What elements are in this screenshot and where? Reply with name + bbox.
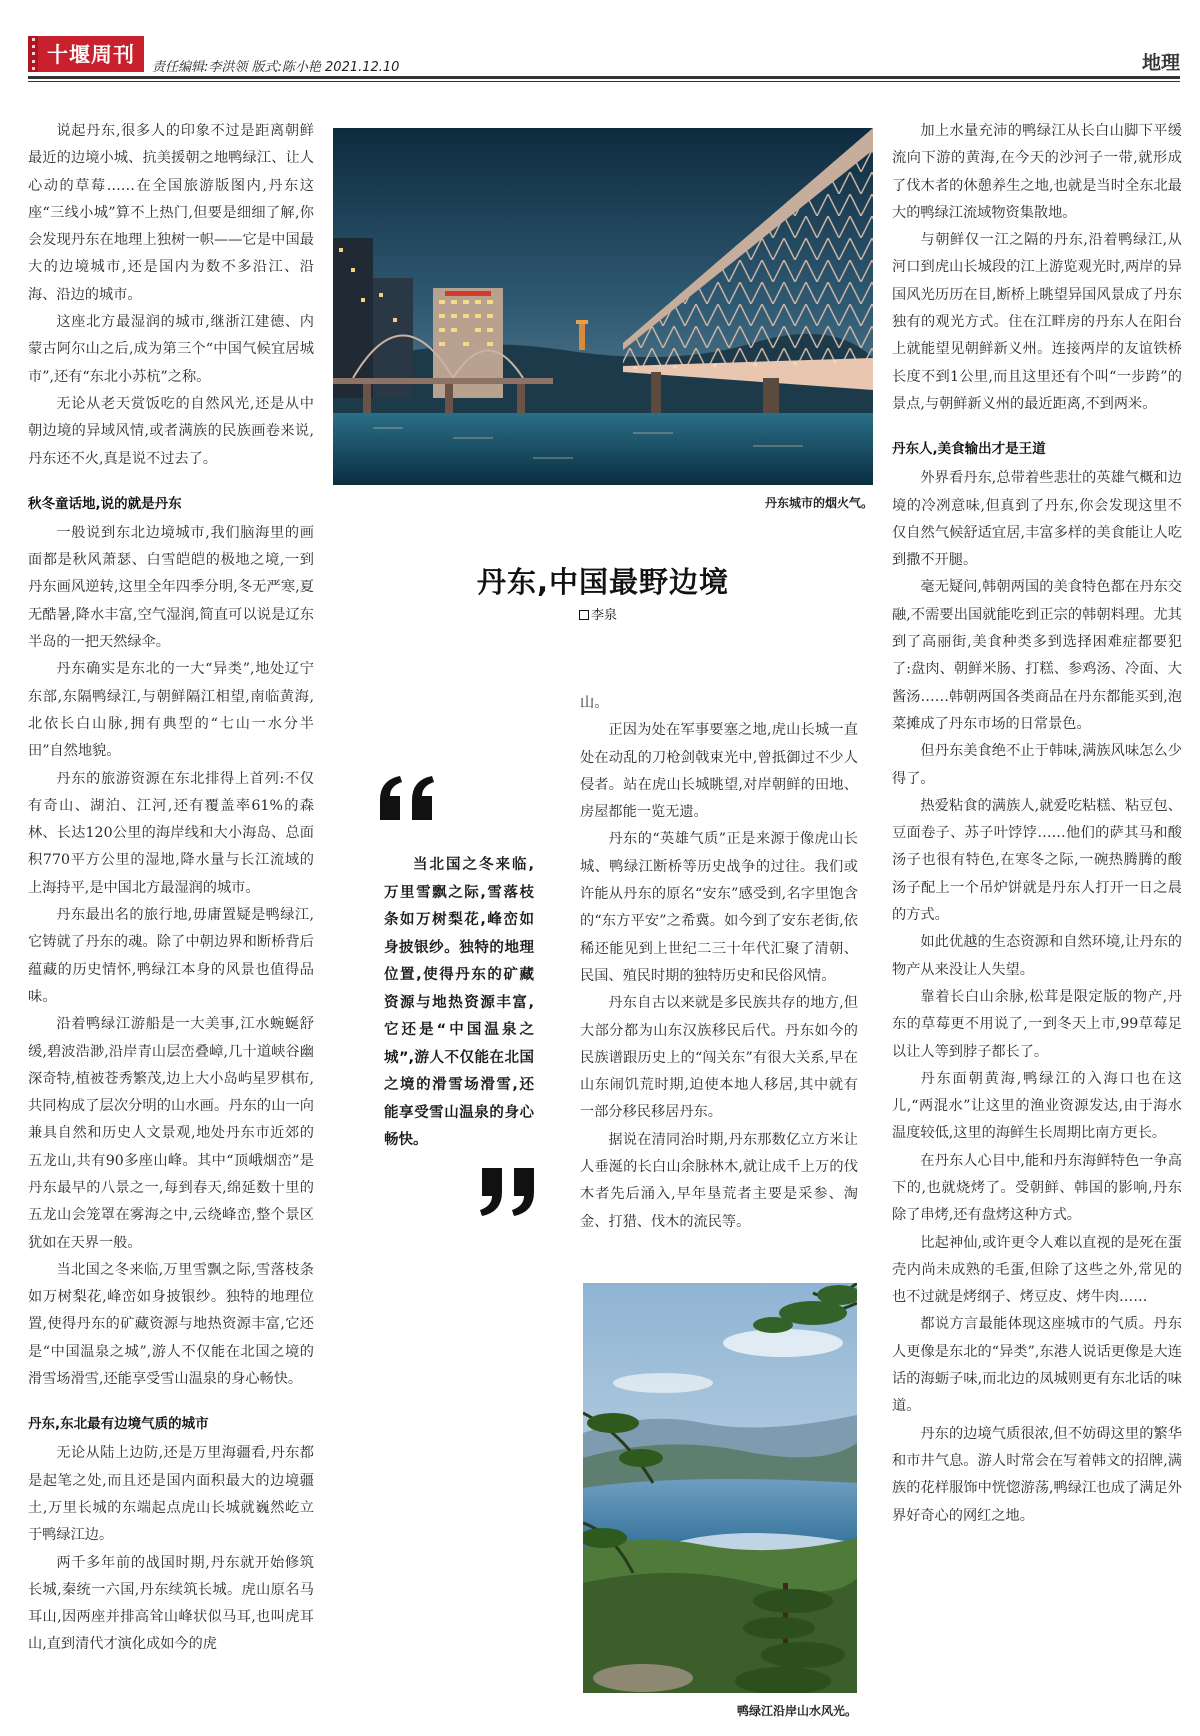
paragraph: 当北国之冬来临,万里雪飘之际,雪落枝条如万树梨花,峰峦如身披银纱。独特的地理位置,使得丹东的矿藏资源与地热资源丰富,它还是“中国温泉之城”,游人不仅能在北国之境的滑雪场滑雪,还能享受雪山温泉的身心畅快。 [28,1261,314,1388]
paragraph: 无论从老天赏饭吃的自然风光,还是从中朝边境的异域风情,或者满族的民族画卷来说,丹东还不火,真是说不过去了。 [28,395,314,467]
close-quote-icon [478,1162,542,1222]
paragraph: 沿着鸭绿江游船是一大美事,江水蜿蜒舒缓,碧波浩渺,沿岸青山层峦叠嶂,几十道峡谷幽深奇特,植被苍秀繁茂,边上大小岛屿星罗棋布,共同构成了层次分明的山水画。丹东的山一向兼具自然和历史人文景观,地处丹东市近郊的五龙山,共有90多座山峰。其中“顶峨烟峦”是丹东最早的八景之一,每到春天,绵延数十里的五龙山会笼罩在雾海之中,云绕峰峦,整个景区犹如在天界一般。 [28,1016,314,1251]
photo1-caption: 丹东城市的烟火气。 [764,496,873,510]
paragraph: 山。 [580,695,609,711]
paragraph: 与朝鲜仅一江之隔的丹东,沿着鸭绿江,从河口到虎山长城段的江上游览观光时,两岸的异国风光历历在目,断桥上眺望异国风景成了丹东独有的观光方式。住在江畔房的丹东人在阳台上就能望见朝鲜新义州。连接两岸的友谊铁桥长度不到1公里,而且这里还有个叫“一步跨”的景点,与朝鲜新义州的最近距离,不到两米。 [892,232,1182,412]
byline-box-icon [579,610,589,620]
photo-yalu-river-landscape [583,1283,857,1693]
photo2-caption: 鸭绿江沿岸山水风光。 [736,1704,857,1718]
subheading: 丹东,东北最有边境气质的城市 [28,1416,209,1433]
paragraph: 丹东最出名的旅行地,毋庸置疑是鸭绿江,它铸就了丹东的魂。除了中朝边界和断桥背后蕴藏的历史情怀,鸭绿江本身的风景也值得品味。 [28,907,314,1005]
photo-dandong-bridge-night [333,128,873,485]
right-column [892,118,1182,1530]
paragraph: 无论从陆上边防,还是万里海疆看,丹东都是起笔之处,而且还是国内面积最大的边境疆土,万里长城的东端起点虎山长城就巍然屹立于鸭绿江边。 [28,1445,314,1544]
subheading: 丹东人,美食输出才是王道 [892,441,1046,458]
paragraph: 丹东确实是东北的一大“异类”,地处辽宁东部,东隔鸭绿江,与朝鲜隔江相望,南临黄海,北依长白山脉,拥有典型的“七山一水分半田”自然地貌。 [28,661,314,760]
paragraph: 丹东的旅游资源在东北排得上首列:不仅有奇山、湖泊、江河,还有覆盖率61%的森林、长达120公里的海岸线和大小海岛、总面积770平方公里的湿地,降水量与长江流域的上海持平,是中国北方最湿润的城市。 [28,770,314,896]
paragraph: 如此优越的生态资源和自然环境,让丹东的物产从来没让人失望。 [892,934,1182,978]
paragraph: 这座北方最湿润的城市,继浙江建德、内蒙古阿尔山之后,成为第三个“中国气候宜居城市”,还有“东北小苏杭”之称。 [28,314,314,385]
section-name: 地理 [1141,52,1180,74]
paragraph: 外界看丹东,总带着些悲壮的英雄气概和边境的冷冽意味,但真到了丹东,你会发现这里不仅自然气候舒适宜居,丰富多样的美食能让人吃到撒不开腿。 [892,470,1182,569]
masthead-logo [28,36,144,72]
paragraph: 比起神仙,或许更令人难以直视的是死在蛋壳内尚未成熟的毛蛋,但除了这些之外,常见的也不过就是烤纲子、烤豆皮、烤牛肉…… [892,1234,1182,1306]
paragraph: 在丹东人心目中,能和丹东海鲜特色一争高下的,也就烧烤了。受朝鲜、韩国的影响,丹东除了串烤,还有盘烤这种方式。 [892,1152,1182,1224]
paragraph: 说起丹东,很多人的印象不过是距离朝鲜最近的边境小城、抗美援朝之地鸭绿江、让人心动的草莓……在全国旅游版图内,丹东这座“三线小城”算不上热门,但要是细细了解,你会发现丹东在地理上独树一帜——它是中国最大的边境城市,还是国内为数不多沿江、沿海、沿边的城市。 [28,123,314,303]
middle-column [580,690,858,1236]
masthead-name: 十堰周刊 [47,43,135,67]
paragraph: 丹东的“英雄气质”正是来源于像虎山长城、鸭绿江断桥等历史战争的过往。我们或许能从丹东的原名“安东”感受到,名字里饱含的“东方平安”之希冀。如今到了安东老街,依稀还能见到上世纪二三十年代汇聚了清朝、民国、殖民时期的独特历史和民俗风情。 [580,831,858,984]
paragraph: 正因为处在军事要塞之地,虎山长城一直处在动乱的刀枪剑戟束光中,曾抵御过不少人侵者。站在虎山长城眺望,对岸朝鲜的田地、房屋都能一览无遗。 [580,722,858,821]
subheading: 秋冬童话地,说的就是丹东 [28,495,182,512]
page-header [28,30,1180,76]
byline [579,604,617,623]
bridge-night-illustration [333,128,873,485]
article-title-block [333,560,873,623]
river-landscape-illustration [583,1283,857,1693]
paragraph: 毫无疑问,韩朝两国的美食特色都在丹东交融,不需要出国就能吃到正宗的韩朝料理。尤其到了高丽街,美食种类多到选择困难症都要犯了:盘肉、朝鲜米肠、打糕、参鸡汤、冷面、大酱汤……韩朝两国各类商品在丹东都能买到,泡菜摊成了丹东市场的日常景色。 [892,579,1182,732]
pull-quote: 当北国之冬来临,万里雪飘之际,雪落枝条如万树梨花,峰峦如身披银纱。独特的地理位置,使得丹东的矿藏资源与地热资源丰富,它还是“中国温泉之城”,游人不仅能在北国之境的滑雪场滑雪,还能享受雪山温泉的身心畅快。 [384,857,534,1148]
paragraph: 靠着长白山余脉,松茸是限定版的物产,丹东的草莓更不用说了,一到冬天上市,99草莓足以让人等到脖子都长了。 [892,988,1182,1060]
masthead-decoration [28,36,38,72]
editor-meta: 责任编辑:李洪领 版式:陈小艳 2021.12.10 [152,60,400,75]
paragraph: 丹东面朝黄海,鸭绿江的入海口也在这儿,“两混水”让这里的渔业资源发达,由于海水温度较低,这里的海鲜生长周期比南方更长。 [892,1070,1182,1142]
open-quote-icon [376,770,440,830]
paragraph: 丹东的边境气质很浓,但不妨碍这里的繁华和市井气息。游人时常会在写着韩文的招牌,满族的花样服饰中恍惚游荡,鸭绿江也成了满足外界好奇心的网红之地。 [892,1425,1182,1524]
paragraph: 但丹东美食绝不止于韩味,满族风味怎么少得了。 [892,743,1182,787]
paragraph: 据说在清同治时期,丹东那数亿立方米让人垂涎的长白山余脉林木,就让成千上万的伐木者先后涌入,早年垦荒者主要是采参、淘金、打猎、伐木的流民等。 [580,1131,858,1230]
author-name: 李泉 [591,608,618,623]
article-title: 丹东,中国最野边境 [476,565,730,599]
header-rule-thin [28,81,1180,82]
paragraph: 两千多年前的战国时期,丹东就开始修筑长城,秦统一六国,丹东续筑长城。虎山原名马耳山,因两座并排高耸山峰状似马耳,也叫虎耳山,直到清代才演化成如今的虎 [28,1554,314,1653]
paragraph: 都说方言最能体现这座城市的气质。丹东人更像是东北的“异类”,东港人说话更像是大连话的海蛎子味,而北边的凤城则更有东北话的味道。 [892,1316,1182,1415]
paragraph: 一般说到东北边境城市,我们脑海里的画面都是秋风萧瑟、白雪皑皑的极地之境,一到丹东画风逆转,这里全年四季分明,冬无严寒,夏无酷暑,降水丰富,空气湿润,简直可以说是辽东半岛的一把天然绿伞。 [28,524,314,651]
paragraph: 加上水量充沛的鸭绿江从长白山脚下平缓流向下游的黄海,在今天的沙河子一带,就形成了伐木者的休憩养生之地,也就是当时全东北最大的鸭绿江流域物资集散地。 [892,123,1182,221]
left-column [28,118,314,1659]
header-rule [28,76,1180,79]
paragraph: 丹东自古以来就是多民族共存的地方,但大部分都为山东汉族移民后代。丹东如今的民族谱跟历史上的“闯关东”有很大关系,早在山东闹饥荒时期,迫使本地人移居,其中就有一部分移民移居丹东。 [580,995,858,1121]
paragraph: 热爱粘食的满族人,就爱吃粘糕、粘豆包、豆面卷子、苏子叶饽饽……他们的萨其马和酸汤子也很有特色,在寒冬之际,一碗热腾腾的酸汤子配上一个吊炉饼就是丹东人打开一日之晨的方式。 [892,797,1182,924]
